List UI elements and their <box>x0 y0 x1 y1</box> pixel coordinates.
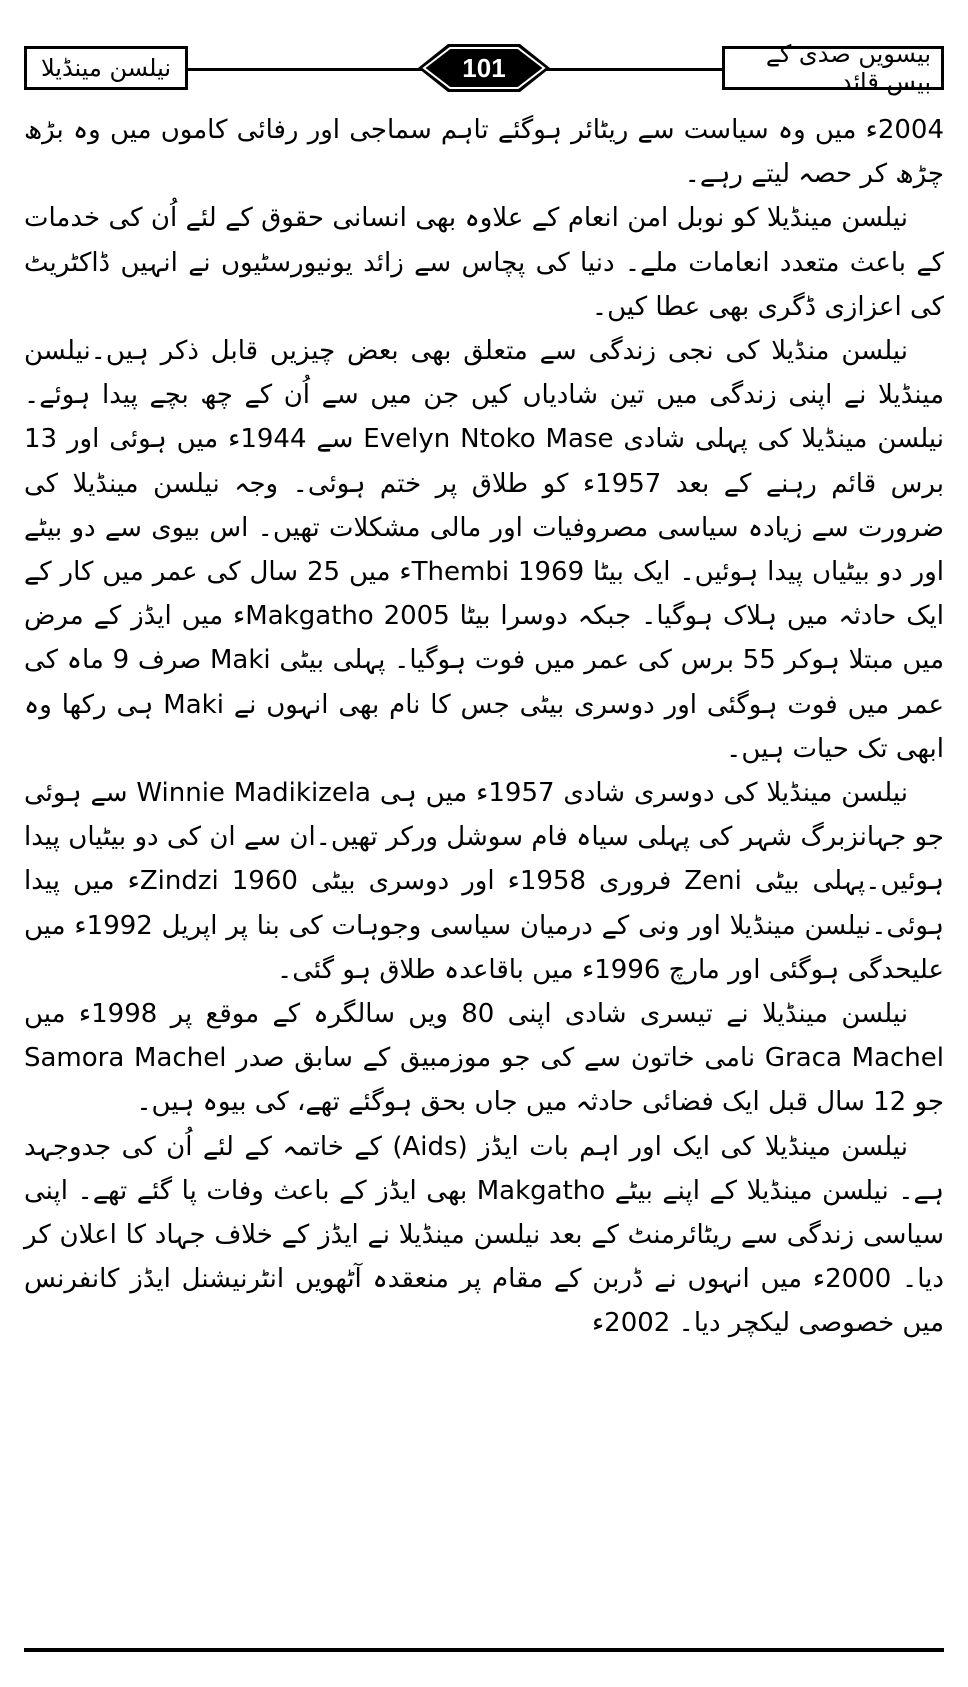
chapter-title: نیلسن مینڈیلا <box>40 54 172 82</box>
paragraph-3: نیلسن منڈیلا کی نجی زندگی سے متعلق بھی بعض چیزیں قابل ذکر ہیں۔نیلسن مینڈیلا نے اپنی زندگی میں تین شادیاں کیں جن میں سے اُن کے چھ بچے پیدا ہوئے۔نیلسن مینڈیلا کی پہلی شادی Evelyn Ntoko Mase سے 1944ء میں ہوئی اور 13 برس قائم رہنے کے بعد 1957ء کو طلاق پر ختم ہوئی۔ وجہ نیلسن مینڈیلا کی ضرورت سے زیادہ سیاسی مصروفیات اور مالی مشکلات تھیں۔ اس بیوی سے دو بیٹے اور دو بیٹیاں پیدا ہوئیں۔ ایک بیٹا Thembi 1969ء میں 25 سال کی عمر میں کار کے ایک حادثہ میں ہلاک ہوگیا۔ جبکہ دوسرا بیٹا Makgatho 2005ء میں ایڈز کے مرض میں مبتلا ہوکر 55 برس کی عمر میں فوت ہوگیا۔ پہلی بیٹی Maki صرف 9 ماہ کی عمر میں فوت ہوگئی اور دوسری بیٹی جس کا نام بھی انہوں نے Maki ہی رکھا وہ ابھی تک حیات ہیں۔ <box>24 336 944 764</box>
page-header <box>24 40 944 98</box>
page-number: 101 <box>462 52 506 83</box>
page-number-badge <box>414 40 554 96</box>
paragraph-5: نیلسن مینڈیلا نے تیسری شادی اپنی 80 ویں سالگرہ کے موقع پر 1998ء میں Graca Machel نامی خاتون سے کی جو موزمبیق کے سابق صدر Samora Machel جو 12 سال قبل ایک فضائی حادثہ میں جاں بحق ہوگئے تھے، کی بیوہ ہیں۔ <box>24 999 944 1118</box>
paragraph-4: نیلسن مینڈیلا کی دوسری شادی 1957ء میں ہی Winnie Madikizela سے ہوئی جو جہانزبرگ شہر کی پہلی سیاہ فام سوشل ورکر تھیں۔ان سے ان کی دو بیٹیاں پیدا ہوئیں۔پہلی بیٹی Zeni فروری 1958ء اور دوسری بیٹی Zindzi 1960ء میں پیدا ہوئی۔نیلسن مینڈیلا اور ونی کے درمیان سیاسی وجوہات کی بنا پر اپریل 1992ء میں علیحدگی ہوگئی اور مارچ 1996ء میں باقاعدہ طلاق ہو گئی۔ <box>24 778 944 985</box>
paragraph-1: 2004ء میں وہ سیاست سے ریٹائر ہوگئے تاہم سماجی اور رفائی کاموں میں وہ بڑھ چڑھ کر حصہ لیتے رہے۔ <box>24 115 944 190</box>
paragraph-6: نیلسن مینڈیلا کی ایک اور اہم بات ایڈز (Aids) کے خاتمہ کے لئے اُن کی جدوجہد ہے۔ نیلسن مینڈیلا کے اپنے بیٹے Makgatho بھی ایڈز کے باعث وفات پا گئے تھے۔ اپنی سیاسی زندگی سے ریٹائرمنٹ کے بعد نیلسن مینڈیلا نے ایڈز کے خلاف جہاد کا اعلان کر دیا۔ 2000ء میں انہوں نے ڈربن کے مقام پر منعقدہ آٹھویں انٹرنیشنل ایڈز کانفرنس میں خصوصی لیکچر دیا۔ 2002ء <box>24 1131 944 1339</box>
footer-rule <box>24 1648 944 1652</box>
book-title: بیسویں صدی کے بیس قائد <box>765 40 931 96</box>
book-title-box <box>722 40 944 96</box>
body-text <box>24 108 944 1346</box>
chapter-title-box <box>24 46 188 90</box>
paragraph-2: نیلسن مینڈیلا کو نوبل امن انعام کے علاوہ بھی انسانی حقوق کے لئے اُن کی خدمات کے باعث متعدد انعامات ملے۔ دنیا کی پچاس سے زائد یونیورسٹیوں نے انہیں ڈاکٹریٹ کی اعزازی ڈگری بھی عطا کیں۔ <box>24 203 944 322</box>
